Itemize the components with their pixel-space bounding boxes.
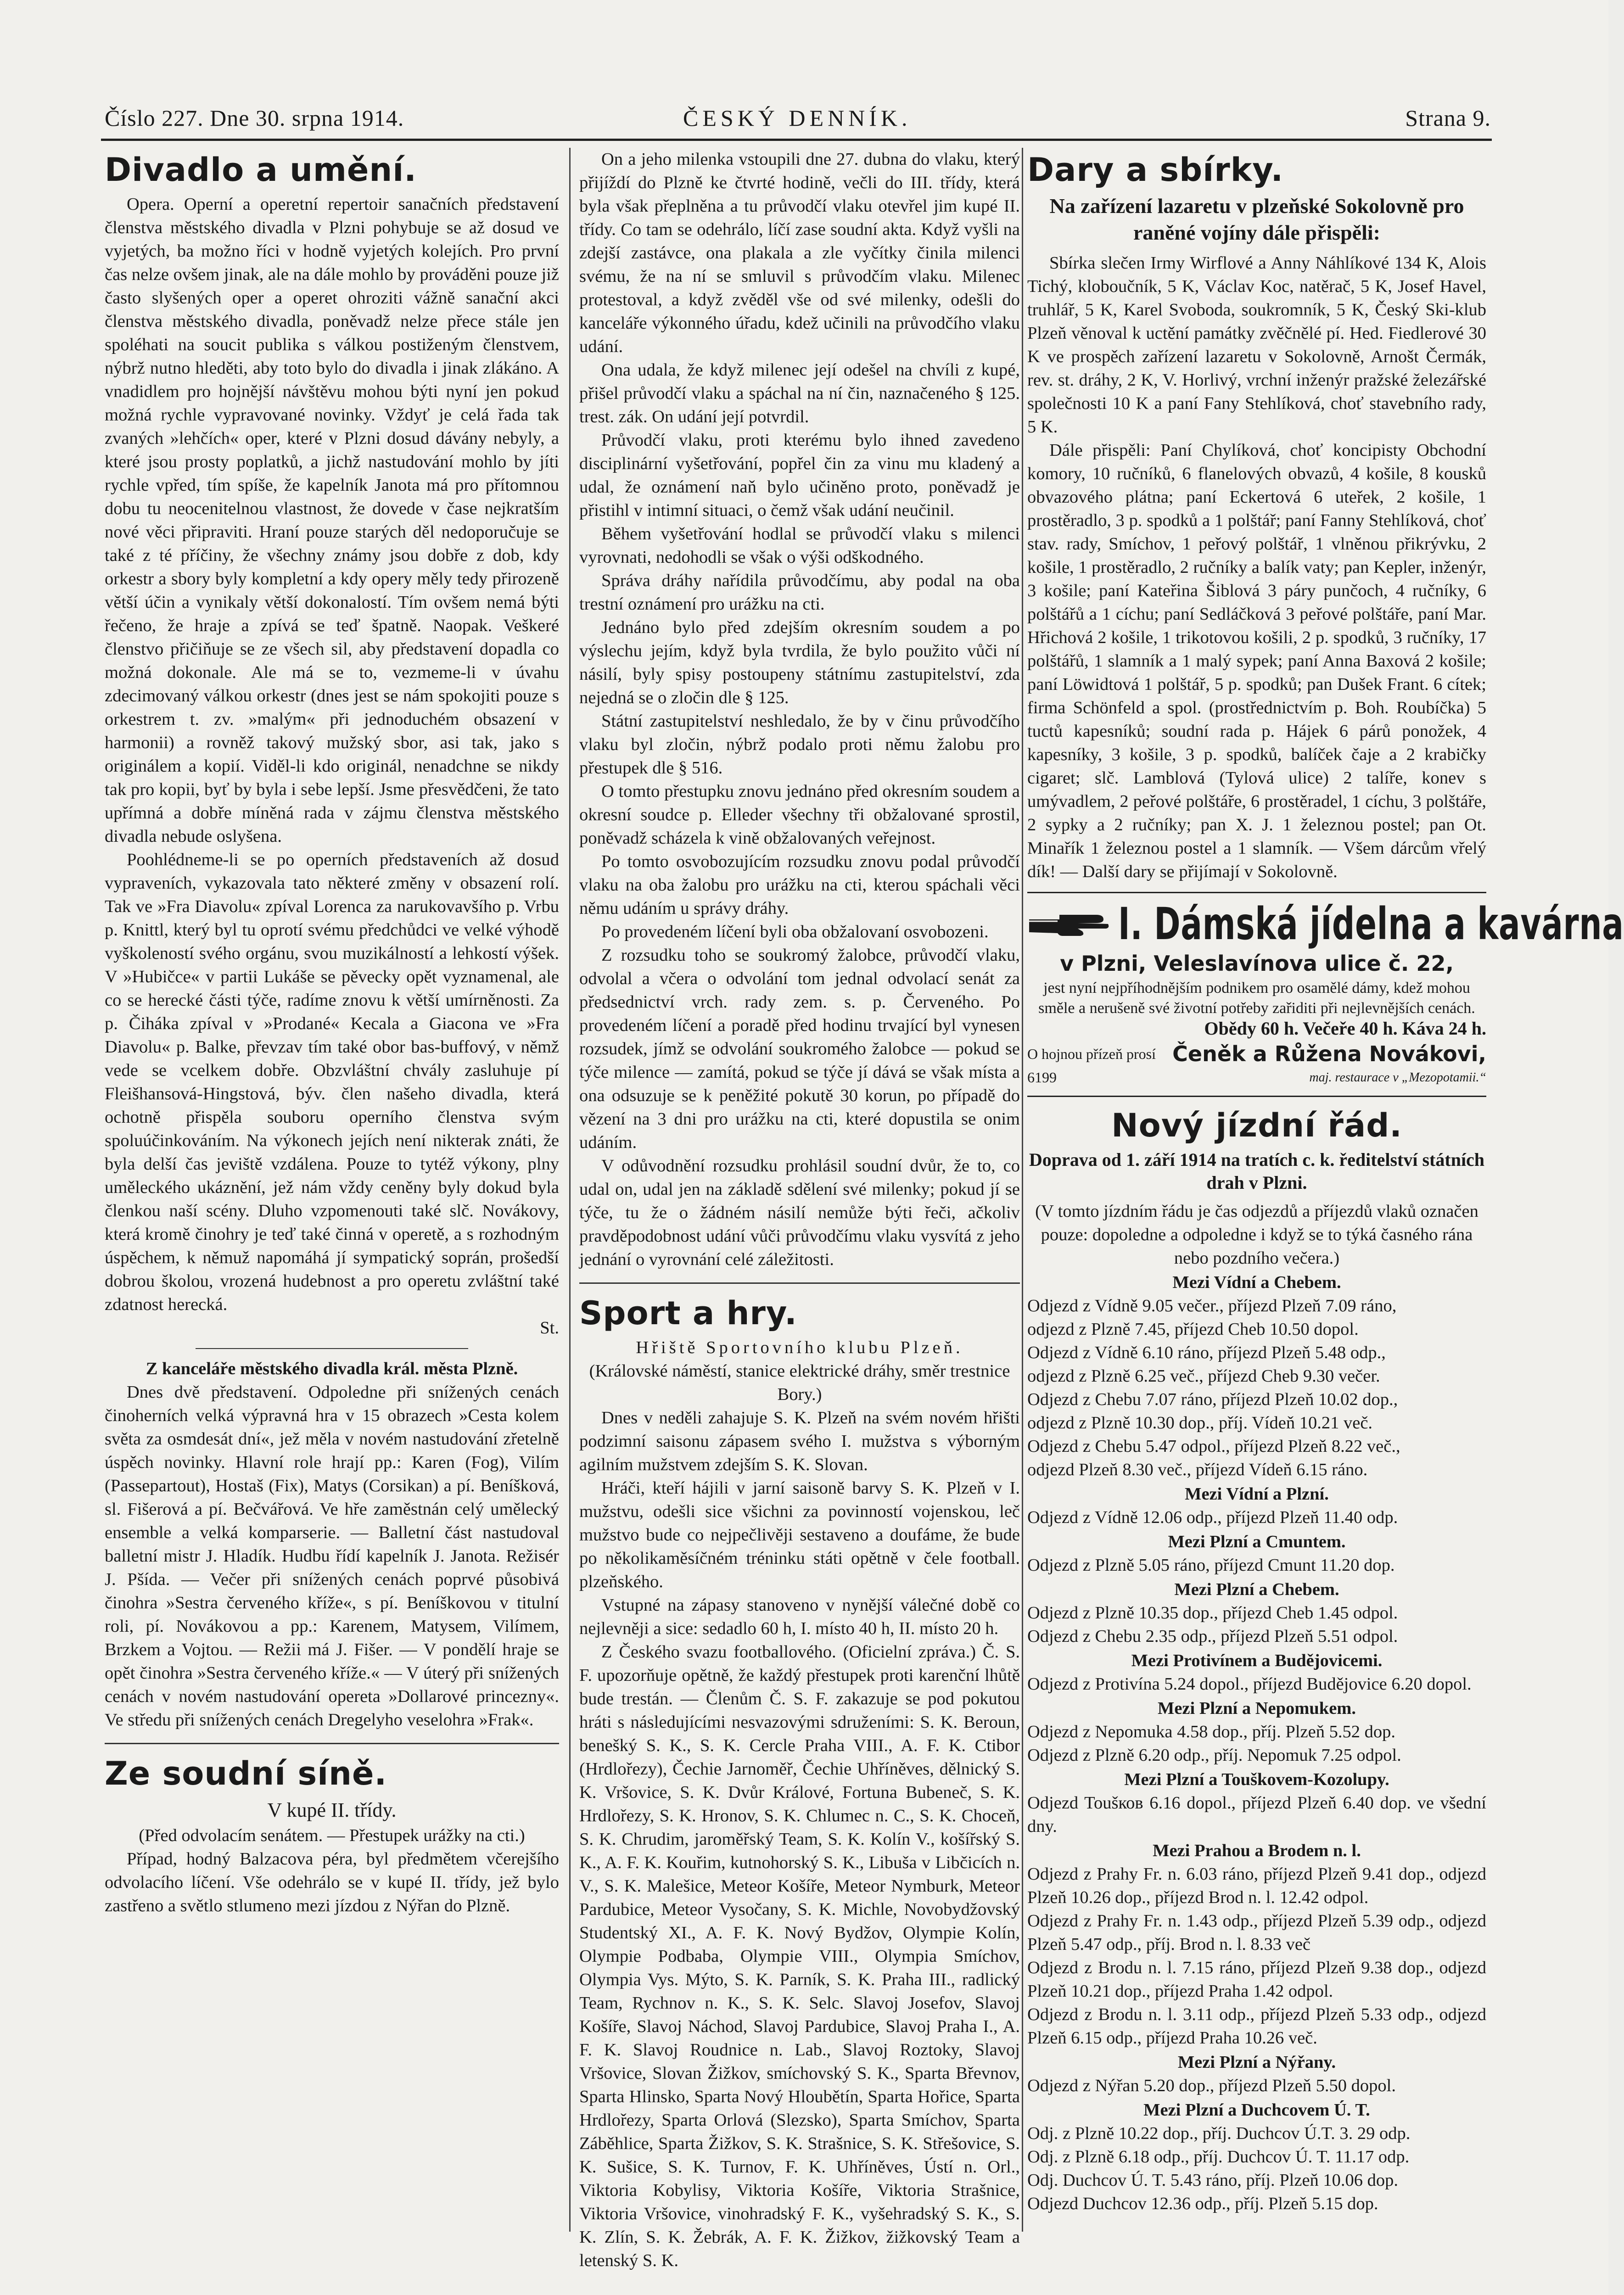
ad-owner: Čeněk a Růžena Novákovi, — [1172, 1041, 1486, 1066]
ad-owner-role: maj. restaurace v „Mezopotamii.“ — [1309, 1070, 1486, 1085]
ad-signature — [1027, 1042, 1486, 1089]
soudni-cont-p8: O tomto přestupku znovu jednáno před okresním soudem a okresní soudce p. Elleder všechny tři obžalované sprostil, poněvadž scházela k vině obžalovaných veřejnost. — [579, 782, 1020, 848]
section-title-divadlo: Divadlo a umění. — [105, 151, 417, 189]
route-line: Odjezd z Vídně 6.10 ráno, příjezd Plzeň 5.48 odp., — [1027, 1343, 1386, 1362]
route-heading: Mezi Plzní a Cmuntem. — [1168, 1532, 1346, 1551]
route-line: odjezd z Plzně 7.45, příjezd Cheb 10.50 dopol. — [1027, 1320, 1359, 1339]
article-soudni-note: (Před odvolacím senátem. — Přestupek urážky na cti.) — [139, 1826, 525, 1845]
sport-p1: Dnes v neděli zahajuje S. K. Plzeň na svém novém hřišti podzimní saisonu zápasem svého I. mužstva s výborným agilním mužstvem zdejším S. K. Slovan. — [579, 1408, 1020, 1474]
dary-p1: Sbírka slečen Irmy Wirflové a Anny Náhlíkové 134 K, Alois Tichý, kloboučník, 5 K, Václav Koc, natěrač, 5 K, Josef Havel, truhlář, 5 K, Karel Svoboda, soukromník, 5 K, Český Ski-klub Plzeň věnoval k uctění památky zvěčnělé pí. Hed. Fiedlerové 30 K ve prospěch zařízení lazaretu v Sokolovně, Arnošt Čermák, rev. st. dráhy, 2 K, V. Horlivý, vrchní inženýr pražské železářské společnosti 10 K a paní Fany Stehlíková, choť stavebního rady, 5 K. — [1027, 253, 1486, 437]
newspaper-title: ČESKÝ DENNÍK. — [683, 105, 912, 131]
sport-subtitle: Hřiště Sportovního klubu Plzeň. — [636, 1338, 963, 1357]
route-line: Odjezd z Prahy Fr. n. 1.43 odp., příjezd Plzeň 5.39 odp., odjezd Plzeň 5.47 odp., příj. Brod n. l. 8.33 več — [1027, 1911, 1486, 1954]
ad-address: v Plzni, Veleslavínova ulice č. 22, — [1060, 951, 1454, 976]
ad-invite: O hojnou přízeň prosí — [1027, 1046, 1156, 1062]
route-line: Odjezd z Brodu n. l. 7.15 ráno, příjezd Plzeň 9.38 dop., odjezd Plzeň 10.21 dop., příjezd Praha 1.42 odpol. — [1027, 1958, 1486, 2001]
route-line: Odjezd Duchcov 12.36 odp., příj. Plzeň 5.15 dop. — [1027, 2194, 1378, 2213]
route-line: odjezd z Plzně 6.25 več., příjezd Cheb 9.30 večer. — [1027, 1366, 1380, 1386]
route-heading: Mezi Protivínem a Budějovicemi. — [1131, 1651, 1383, 1670]
article-kancelar-body: Dnes dvě představení. Odpoledne při snížených cenách činoherních velká výpravná hra v 15 obrazech »Cesta kolem světa za osmdesát dní«, jež měla v novém nastudování zřetelně úspěch novinky. Hlavní role hrají pp.: Karen (Fog), Vilím (Passepartout), Hostaš (Fix), Matys (Corsikan) a pí. Beníšková, sl. Fišerová a pí. Bečvářová. Ve hře zaměstnán celý umělecký ensemble a velká komparserie. — Balletní část nastudoval balletní mistr J. Hladík. Hudbu řídí kapelník J. Janota. Režisér J. Pšída. — Večer při snížených cenách poprvé působivá činohra »Sestra červeného kříže«, s pí. Beníškovou v titulní roli, pí. Novákovou a pp.: Karenem, Matysem, Vilímem, Brzkem a Vojtou. — Režii má J. Fišer. — V pondělí hraje se opět činohra »Sestra červeného kříže.« — V úterý při snížených cenách v novém nastudování opereta »Dollarové princezny«. Ve středu při snížených cenách Dregelyho veselohra »Frak«. — [105, 1383, 559, 1730]
column-1 — [105, 148, 559, 2213]
column-3 — [1027, 148, 1624, 2213]
sport-p2: Hráči, kteří hájili v jarní saisoně barvy S. K. Plzeň v I. mužstvu, odešli sice všichni za povinností vojenskou, leč mužstvo bude co nejpečlivěji sestaveno a doufáme, že bude po několikaměsíčném tréninku státi opětně v čele football. plzeňského. — [579, 1478, 1020, 1591]
route-heading: Mezi Plzní a Duchcovem Ú. T. — [1143, 2100, 1370, 2120]
jizdni-note: (V tomto jízdním řádu je čas odjezdů a příjezdů vlaků označen pouze: dopoledne a odpoledne i když se to týká časného rána nebo pozdního večera.) — [1035, 1202, 1478, 1268]
soudni-cont-p3: Průvodčí vlaku, proti kterému bylo ihned zavedeno disciplinární vyšetřování, popřel čin za vinu mu kladený a udal, že oznámení naň bylo učiněno proto, poněvadž je přistihl v intimní situaci, o čemž však udání neučinil. — [579, 431, 1020, 520]
route-heading: Mezi Plzní a Nepomukem. — [1158, 1699, 1356, 1718]
route-line: Odjezd z Plzně 6.20 odp., příj. Nepomuk 7.25 odpol. — [1027, 1746, 1401, 1765]
soudni-cont-p1: On a jeho milenka vstoupili dne 27. dubna do vlaku, který přijíždí do Plzně ke čtvrté hodině, večli do III. třídy, která byla však přeplněna a tu průvodčí vlaku otevřel jim kupé II. třídy. Co tam se odehrálo, líčí zase soudní akta. Když vyšli na zdejší zastávce, ona plakala a zle vyčítky činila milenci svému, že na ní se smluvil s průvodčím vlaku. Milenec protestoval, a když zvěděl vše od své milenky, odešli do kanceláře výkonného úřadu, kdež učinili na průvodčího vlaku udání. — [579, 150, 1020, 356]
route-line: Odjezd z Nepomuka 4.58 dop., příj. Plzeň 5.52 dop. — [1027, 1722, 1395, 1741]
soudni-cont-p6: Jednáno bylo před zdejším okresním soudem a po výslechu jejím, když byla tvrdila, že bylo použito vůči ní násilí, byly spisy postoupeny státnímu zastupitelství, zda nejedná se o zločin dle § 125. — [579, 618, 1020, 707]
soudni-cont-p9: Po tomto osvobozujícím rozsudku znovu podal průvodčí vlaku na oba žalobu pro urážku na cti, kterou spáchali věci němu udáním u správy dráhy. — [579, 852, 1020, 918]
route-line: Odjezd z Plzně 10.35 dop., příjezd Cheb 1.45 odpol. — [1027, 1603, 1398, 1623]
soudni-cont-p4: Během vyšetřování hodlal se průvodčí vlaku s milenci vyrovnati, nedohodli se však o výši odškodného. — [579, 524, 1020, 567]
issue-info: Číslo 227. Dne 30. srpna 1914. — [105, 105, 404, 131]
route-line: Odjezd Toušков 6.16 dopol., příjezd Plzeň 6.40 dop. ve všední dny. — [1027, 1793, 1486, 1836]
route-line: Odjezd z Vídně 9.05 večer., příjezd Plzeň 7.09 ráno, — [1027, 1296, 1397, 1315]
divider — [196, 1348, 468, 1349]
page-number: Strana 9. — [1405, 105, 1491, 131]
sport-p4: Z Českého svazu footballového. (Oficielní zpráva.) Č. S. F. upozorňuje opětně, že každý přestupek proti karenční lhůtě bude trestán. — Členům Č. S. F. zakazuje se pod pokutou hráti s následujícími nesvazovými sdruženími: S. K. Beroun, benešký S. K., S. K. Cercle Praha VIII., A. F. K. Ctibor (Hrdlořezy), Čechie Jarnoměř, Čechie Uhříněves, dělnický S. K. Vršovice, S. K. Dvůr Králové, Fortuna Bubeneč, S. K. Hrdlořezy, S. K. Hronov, S. K. Chlumec n. C., S. K. Choceň, S. K. Chrudim, jaroměřský Team, S. K. Kolín V., košířský S. K., A. F. K. Kouřim, kutnohorský S. K., Libuša v Libčicích n. V., S. K. Malešice, Meteor Košíře, Meteor Nymburk, Meteor Pardubice, Meteor Vysočany, S. K. Michle, Novobydžovský Studentský XI., A. F. K. Nový Bydžov, Olympie Kolín, Olympie Podbaba, Olympie VIII., Olympia Smíchov, Olympia Vys. Mýto, S. K. Parník, S. K. Praha III., radlický Team, Rychnov n. K., S. K. Selc. Slavoj Josefov, Slavoj Košíře, Slavoj Náchod, Slavoj Pardubice, Slavoj Praha I., A. F. K. Slavoj Roudnice n. Lab., Slavoj Roztoky, Slavoj Vršovice, Slovan Žižkov, smíchovský S. K., Sparta Břevnov, Sparta Hlinsko, Sparta Nový Hloubětín, Sparta Hořice, Sparta Hrdlořezy, Sparta Orlová (Slezsko), Sparta Smíchov, Sparta Záběhlice, Sparta Žižkov, S. K. Strašnice, S. K. Střešovice, S. K. Sušice, S. K. Turnov, F. K. Uhříněves, Ústí n. Orl., Viktoria Kobylisy, Viktoria Košíře, Viktoria Strašnice, Viktoria Vršovice, vinohradský F. K., vyšehradský S. K., S. K. Zlín, S. K. Žebrák, A. F. K. Žižkov, žižkovský Team a letenský S. K. — [579, 1642, 1020, 2270]
sport-p3: Vstupné na zápasy stanoveno v nynější válečné době co nejlevněji a sice: sedadlo 60 h, I. místo 40 h, II. místo 20 h. — [579, 1595, 1020, 1638]
article-kancelar-title: Z kanceláře městského divadla král. města Plzně. — [146, 1359, 518, 1378]
ad-name: I. Dámská jídelna a kavárna — [1118, 898, 1624, 950]
route-line: odjezd Plzeň 8.30 več., příjezd Vídeň 6.15 ráno. — [1027, 1460, 1368, 1479]
ad-right — [1172, 1042, 1486, 1089]
route-line: Odjezd z Prahy Fr. n. 6.03 ráno, příjezd Plzeň 9.41 dop., odjezd Plzeň 10.26 dop., příjezd Brod n. l. 12.42 odpol. — [1027, 1864, 1486, 1907]
ad-title-row — [1027, 898, 1624, 950]
ad-body: jest nyní nejpříhodnějším podnikem pro osamělé dámy, kdež mohou směle a nerušeně své životní potřeby zařiditi při nejlevnějších cenách. — [1038, 980, 1475, 1017]
column-divider — [1022, 148, 1023, 2232]
page-header — [105, 105, 1491, 137]
section-title-dary: Dary a sbírky. — [1027, 151, 1284, 189]
route-heading: Mezi Vídní a Chebem. — [1172, 1273, 1341, 1292]
soudni-cont-p11: Z rozsudku toho se soukromý žalobce, průvodčí vlaku, odvolal a včera o odvolání tom jednal odvolací senát za předsednictví vrch. rady zem. s. p. Červeného. Po provedeném líčení a poradě před hodinu trvající byl vynesen rozsudek, jímž se odvolání soukromého žalobce — pokud se týče milence — zamítá, pokud se týče jí dává se však místa a ona odsuzuje se k peněžité pokutě 30 korun, po případě do vězení na 3 dni pro urážku na cti, které dopustila se onim udáním. — [579, 946, 1020, 1152]
route-line: Odjezd z Vídně 12.06 odp., příjezd Plzeň 11.40 odp. — [1027, 1508, 1398, 1527]
section-title-sport: Sport a hry. — [579, 1294, 797, 1332]
section-rule — [579, 1282, 1020, 1284]
route-line: Odjezd z Protivína 5.24 dopol., příjezd Budějovice 6.20 dopol. — [1027, 1674, 1472, 1694]
route-heading: Mezi Prahou a Brodem n. l. — [1153, 1841, 1361, 1860]
soudni-cont-p10: Po provedeném líčení byli oba obžalovaní osvobozeni. — [601, 922, 989, 941]
ad-number: 6199 — [1027, 1069, 1057, 1086]
jizdni-subtitle: Doprava od 1. září 1914 na tratích c. k. ředitelství státních drah v Plzni. — [1029, 1149, 1485, 1193]
route-heading: Mezi Plzní a Nýřany. — [1177, 2053, 1336, 2072]
soudni-cont-p5: Správa dráhy nařídila průvodčímu, aby podal na oba trestní oznámení pro urážku na cti. — [579, 571, 1020, 614]
timetable — [1027, 1271, 1486, 2216]
article-soudni-p: Případ, hodný Balzacova péra, byl předmětem včerejšího odvolacího líčení. Vše odehrálo se v kupé II. třídy, jež bylo zastřeno a světlo stlumeno mezi jízdou z Nýřan do Plzně. — [105, 1849, 559, 1915]
dary-p2: Dále přispěli: Paní Chylíková, choť koncipisty Obchodní komory, 10 ručníků, 6 flanelových obvazů, 4 košile, 8 kousků obvazového plátna; paní Eckertová 6 uteřek, 2 košile, 1 prostěradlo, 3 p. spodků a 1 polštář; paní Fanny Stehlíková, choť stav. rady, Smíchov, 1 peřový polštář, 1 vlněnou přikrývku, 2 košile, 1 prostěradlo, 2 ručníky a balík vaty; pan Kepler, inženýr, 3 košile; paní Kateřina Šiblová 3 páry punčoch, 4 ručníky, 6 polštářů a 1 cíchu; paní Sedláčková 3 peřové polštáře, paní Mar. Hřichová 2 košile, 1 trikotovou košili, 2 p. spodků, 3 ručníky, 17 polštářů, 1 slamník a 1 malý sypek; paní Anna Baxová 2 košile; paní Löwidtová 1 polštář, 5 p. spodků; pan Dušek Frant. 6 cítek; firma Schönfeld a spol. (prostřednictvím p. Boh. Roubíčka) 5 tuctů kapesníků; soudní rada p. Hájek 6 párů ponožek, 4 kapesníky, 3 košile, 3 p. spodků, balíček čaje a 2 krabičky cigaret; slč. Lamblová (Tylová ulice) 2 talíře, konev s umývadlem, 2 peřové polštáře, 6 prostěradel, 1 cíchu, 3 polštáře, 2 sypky a 2 ručníky; pan X. J. 1 železnou postel; pan Ot. Minařík 1 železnou postel a 1 slamník. — Všem dárcům vřelý dík! — Další dary se přijímají v Sokolovně. — [1027, 441, 1486, 881]
soudni-cont-p2: Ona udala, že když milenec její odešel na chvíli z kupé, přišel průvodčí vlaku a spáchal na ní čin, naznačeného § 125. trest. zák. On udání její potvrdil. — [579, 360, 1020, 426]
section-rule — [105, 1743, 559, 1744]
section-title-soudni: Ze soudní síně. — [105, 1755, 387, 1792]
route-line: Odj. Duchcov Ú. T. 5.43 ráno, příj. Plzeň 10.06 dop. — [1027, 2171, 1399, 2190]
route-heading: Mezi Vídní a Plzní. — [1185, 1484, 1329, 1504]
pointing-hand-icon — [1027, 906, 1110, 942]
route-line: Odjezd z Plzně 5.05 ráno, příjezd Cmunt 11.20 dop. — [1027, 1556, 1395, 1575]
article-soudni-subtitle: V kupé II. třídy. — [267, 1799, 397, 1821]
route-line: Odjezd z Brodu n. l. 3.11 odp., příjezd Plzeň 5.33 odp., odjezd Plzeň 6.15 odp., příjezd Praha 10.26 več. — [1027, 2005, 1486, 2048]
route-heading: Mezi Plzní a Touškovem-Kozolupy. — [1124, 1770, 1389, 1789]
route-heading: Mezi Plzní a Chebem. — [1174, 1580, 1339, 1599]
route-line: odjezd z Plzně 10.30 dop., příj. Vídeň 10.21 več. — [1027, 1413, 1373, 1433]
advertisement-jidelna — [1027, 892, 1624, 1097]
sport-subtitle-2: (Královské náměstí, stanice elektrické dráhy, směr trestnice Bory.) — [589, 1361, 1010, 1404]
article-signature: St. — [540, 1318, 559, 1338]
ad-prices: Obědy 60 h. Večeře 40 h. Káva 24 h. — [1204, 1018, 1486, 1039]
article-opera-p2: Poohlédneme-li se po operních představeních až dosud vypraveních, vykazovala tato některé změny v obsazení rolí. Tak ve »Fra Diavolu« zpíval Lorenca za narukovavšího p. Vrbu p. Knittl, který byl tu oprotí svému předchůdci ve velké výhodě vyškoleností svého orgánu, svou muzikálností a lehkostí výšek. V »Hubičce« v partii Lukáše se pěvecky opět vyznamenal, ale co se herecké části týče, radíme znovu k větší umírněnosti. Za p. Čiháka zpíval v »Prodané« Kecala a Giacona ve »Fra Diavolu« p. Balke, převzav tím také obor bas-buffový, v němž vede se vcelkem dobře. Obzvláštní chvály zasluhuje pí Fleišhansová-Hingstová, býv. člen našeho divadla, která ochotně přispěla souboru operního členstva svým spoluúčinkováním. Na výkonech jejích není nikterak znáti, že byla delší čas jeviště vzdálena. Pouze to tytéž výkony, plny uměleckého ukáznění, jež nám vždy ceněny byly dokud byla členkou naší scény. Dluho vzpomenouti také slč. Novákovy, která kromě činohry je teď také činná v operetě, a s rozhodným úspěchem, k němuž napomáhá jí sympatický soprán, prošedší dobrou školou, vrozená hudebnost a pro operetu zvláštní také zdatnost herecká. — [105, 850, 559, 1314]
soudni-cont-p12: V odůvodnění rozsudku prohlásil soudní dvůr, že to, co udal on, udal jen na základě sdělení své milenky; pokud jí se týče, tu že o žádném násilí nemůže býti řeči, ačkoliv pravděpodobnost udání vůči průvodčímu vlaku vysvítá z jeho jednání o vyrovnání celé záležitosti. — [579, 1156, 1020, 1269]
route-line: Odjezd z Nýřan 5.20 dop., příjezd Plzeň 5.50 dopol. — [1027, 2076, 1396, 2095]
route-line: Odj. z Plzně 10.22 dop., příj. Duchcov Ú.T. 3. 29 odp. — [1027, 2124, 1411, 2143]
dary-subtitle: Na zařízení lazaretu v plzeňské Sokolovně pro raněné vojíny dále přispěli: — [1049, 194, 1464, 244]
route-line: Odjezd z Chebu 2.35 odp., příjezd Plzeň 5.51 odpol. — [1027, 1627, 1398, 1646]
article-opera-p1: Opera. Operní a operetní repertoir sanačních představení členstva městského divadla v Plzni pohybuje se až dosud ve vyjetých, ba možno říci v hodně vyjetých kolejích. Pro první čas nelze ovšem jinak, ale na dále mohlo by prováděni pouze již často slyšených oper a operet ohroziti vážně sanační akci členstva městského divadla, poněvadž nelze přece stále jen spoléhati na soucit publika s válkou postiženým členstvem, nýbrž nutno hleděti, aby toto bylo do divadla i jinak zlákáno. A vnadidlem pro hojnější návštěvu mohou býti nyní jen pokud možná rychle vypravované novinky. Vždyť je celá řada tak zvaných »lehčích« oper, které v Plzni dosud dávány nebyly, a které jsou prosty poplatků, a jichž nastudování mohlo by jíti rychle vpřed, tím spíše, že kapelník Janota má pro přítomnou dobu tu neocenitelnou vlastnost, že dovede v čase nejkratším nové věci připraviti. Hraní pouze starých děl nedoporučuje se také z té příčiny, že všechny známy jsou dobře z dob, kdy orkestr a sbory byly kompletní a kdy opery měly tedy přirozeně větší účin a vynikaly větší dokonalostí. Tím ovšem nemá býti řečeno, že hraje a zpívá se teď špatně. Naopak. Veškeré členstvo přičiňuje se ze všech sil, aby představení dopadla co možná dokonale. Ale má se to, vezmeme-li v úvahu zdecimovaný válkou orkestr (dnes jest se nám spokojiti pouze s orkestrem t. zv. »malým« při jednoduchém obsazení v harmonii) a rovněž takový mužský sbor, asi tak, jako s originálem a kopií. Viděl-li kdo originál, nenadchne se nikdy tak pro kopii, byť by byla i sebe lepší. Jsme přesvědčeni, že tato upřímná a dobře míněná rada v zájmu členstva městského divadla nebude oslyšena. — [105, 195, 559, 846]
section-title-jizdni: Nový jízdní řád. — [1111, 1107, 1402, 1144]
column-2 — [579, 148, 1020, 2270]
route-line: Odjezd z Chebu 5.47 odpol., příjezd Plzeň 8.22 več., — [1027, 1437, 1400, 1456]
ad-left — [1027, 1042, 1156, 1089]
column-divider — [569, 148, 571, 2232]
route-line: Odjezd z Chebu 7.07 ráno, příjezd Plzeň 10.02 dop., — [1027, 1390, 1398, 1409]
route-line: Odj. z Plzně 6.18 odp., příj. Duchcov Ú. T. 11.17 odp. — [1027, 2147, 1410, 2166]
header-rule — [101, 139, 1492, 141]
soudni-cont-p7: Státní zastupitelství neshledalo, že by v činu průvodčího vlaku byl zločin, nýbrž podalo proti němu žalobu pro přestupek dle § 516. — [579, 711, 1020, 778]
